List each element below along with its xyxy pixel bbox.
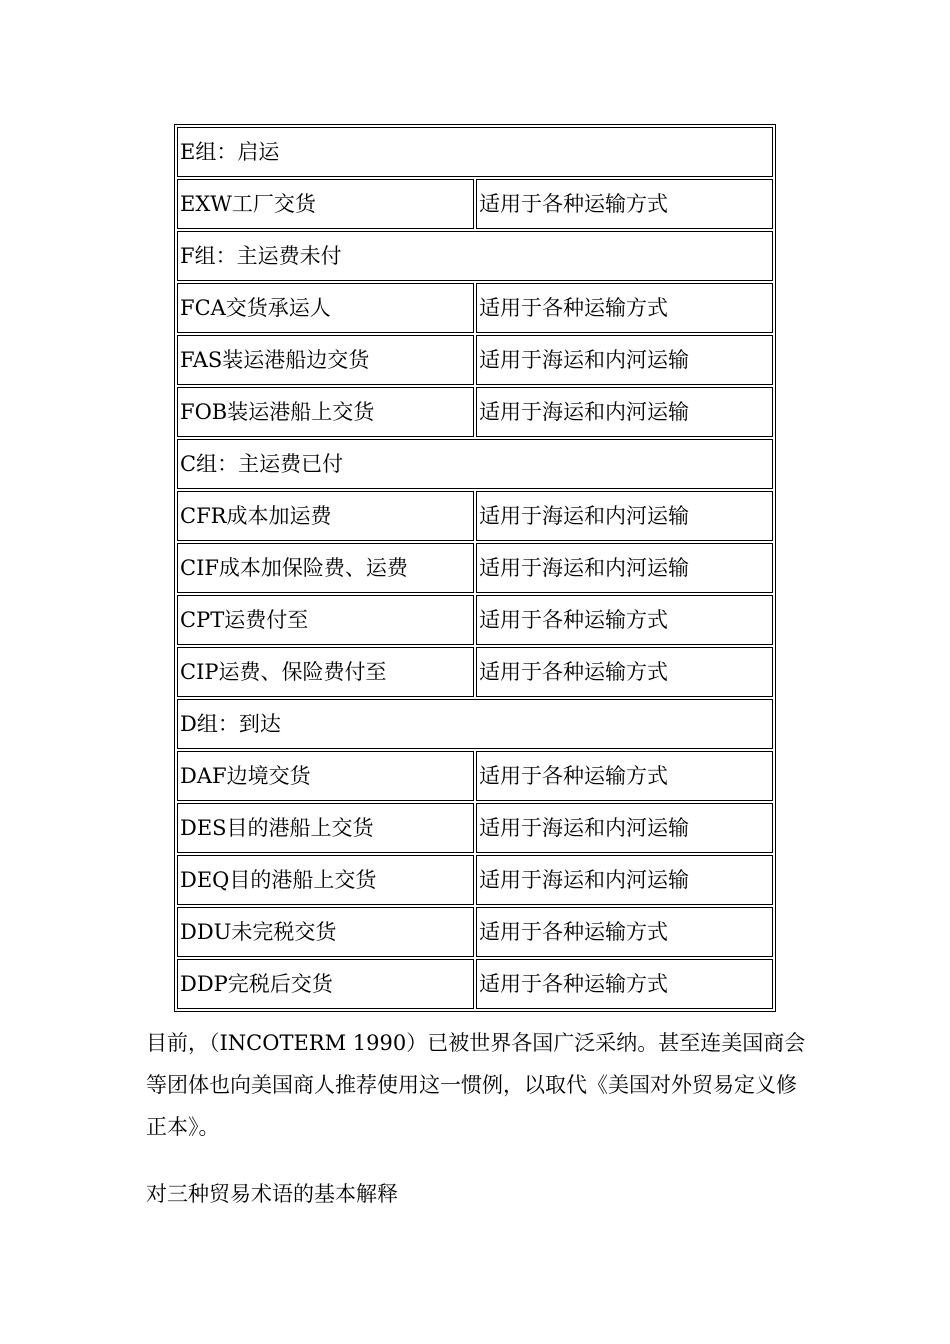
group-header-cell: F组：主运费未付 (177, 231, 773, 281)
group-header-row (177, 127, 773, 177)
incoterms-table-body (177, 127, 773, 1009)
transport-mode-cell: 适用于各种运输方式 (476, 959, 773, 1009)
term-name-cell: CIP运费、保险费付至 (177, 647, 474, 697)
term-row (177, 855, 773, 905)
transport-mode-cell: 适用于各种运输方式 (476, 179, 773, 229)
transport-mode-cell: 适用于海运和内河运输 (476, 855, 773, 905)
group-header-cell: E组：启运 (177, 127, 773, 177)
term-row (177, 179, 773, 229)
term-row (177, 647, 773, 697)
group-header-cell: D组：到达 (177, 699, 773, 749)
transport-mode-cell: 适用于各种运输方式 (476, 751, 773, 801)
term-name-cell: EXW工厂交货 (177, 179, 474, 229)
term-name-cell: CPT运费付至 (177, 595, 474, 645)
group-header-cell: C组：主运费已付 (177, 439, 773, 489)
group-header-row (177, 231, 773, 281)
transport-mode-cell: 适用于海运和内河运输 (476, 491, 773, 541)
group-header-row (177, 699, 773, 749)
term-name-cell: CFR成本加运费 (177, 491, 474, 541)
term-row (177, 907, 773, 957)
group-header-row (177, 439, 773, 489)
term-row (177, 543, 773, 593)
term-name-cell: DAF边境交货 (177, 751, 474, 801)
term-name-cell: DDP完税后交货 (177, 959, 474, 1009)
transport-mode-cell: 适用于各种运输方式 (476, 595, 773, 645)
term-row (177, 491, 773, 541)
term-name-cell: FOB装运港船上交货 (177, 387, 474, 437)
term-name-cell: DDU未完税交货 (177, 907, 474, 957)
transport-mode-cell: 适用于各种运输方式 (476, 907, 773, 957)
term-row (177, 335, 773, 385)
term-row (177, 387, 773, 437)
term-name-cell: CIF成本加保险费、运费 (177, 543, 474, 593)
transport-mode-cell: 适用于各种运输方式 (476, 647, 773, 697)
body-paragraph-term-explanation-heading: 对三种贸易术语的基本解释 (146, 1182, 398, 1206)
transport-mode-cell: 适用于海运和内河运输 (476, 543, 773, 593)
term-row (177, 283, 773, 333)
term-name-cell: FAS装运港船边交货 (177, 335, 474, 385)
term-row (177, 803, 773, 853)
body-paragraph-incoterm-adoption: 目前，（INCOTERM 1990）已被世界各国广泛采纳。甚至连美国商会等团体也向美国商人推荐使用这一惯例，以取代《美国对外贸易定义修正本》。 (146, 1031, 806, 1139)
term-row (177, 751, 773, 801)
transport-mode-cell: 适用于海运和内河运输 (476, 803, 773, 853)
incoterms-table (174, 124, 776, 1012)
term-row (177, 959, 773, 1009)
term-row (177, 595, 773, 645)
term-name-cell: DES目的港船上交货 (177, 803, 474, 853)
transport-mode-cell: 适用于各种运输方式 (476, 283, 773, 333)
term-name-cell: FCA交货承运人 (177, 283, 474, 333)
transport-mode-cell: 适用于海运和内河运输 (476, 335, 773, 385)
transport-mode-cell: 适用于海运和内河运输 (476, 387, 773, 437)
term-name-cell: DEQ目的港船上交货 (177, 855, 474, 905)
